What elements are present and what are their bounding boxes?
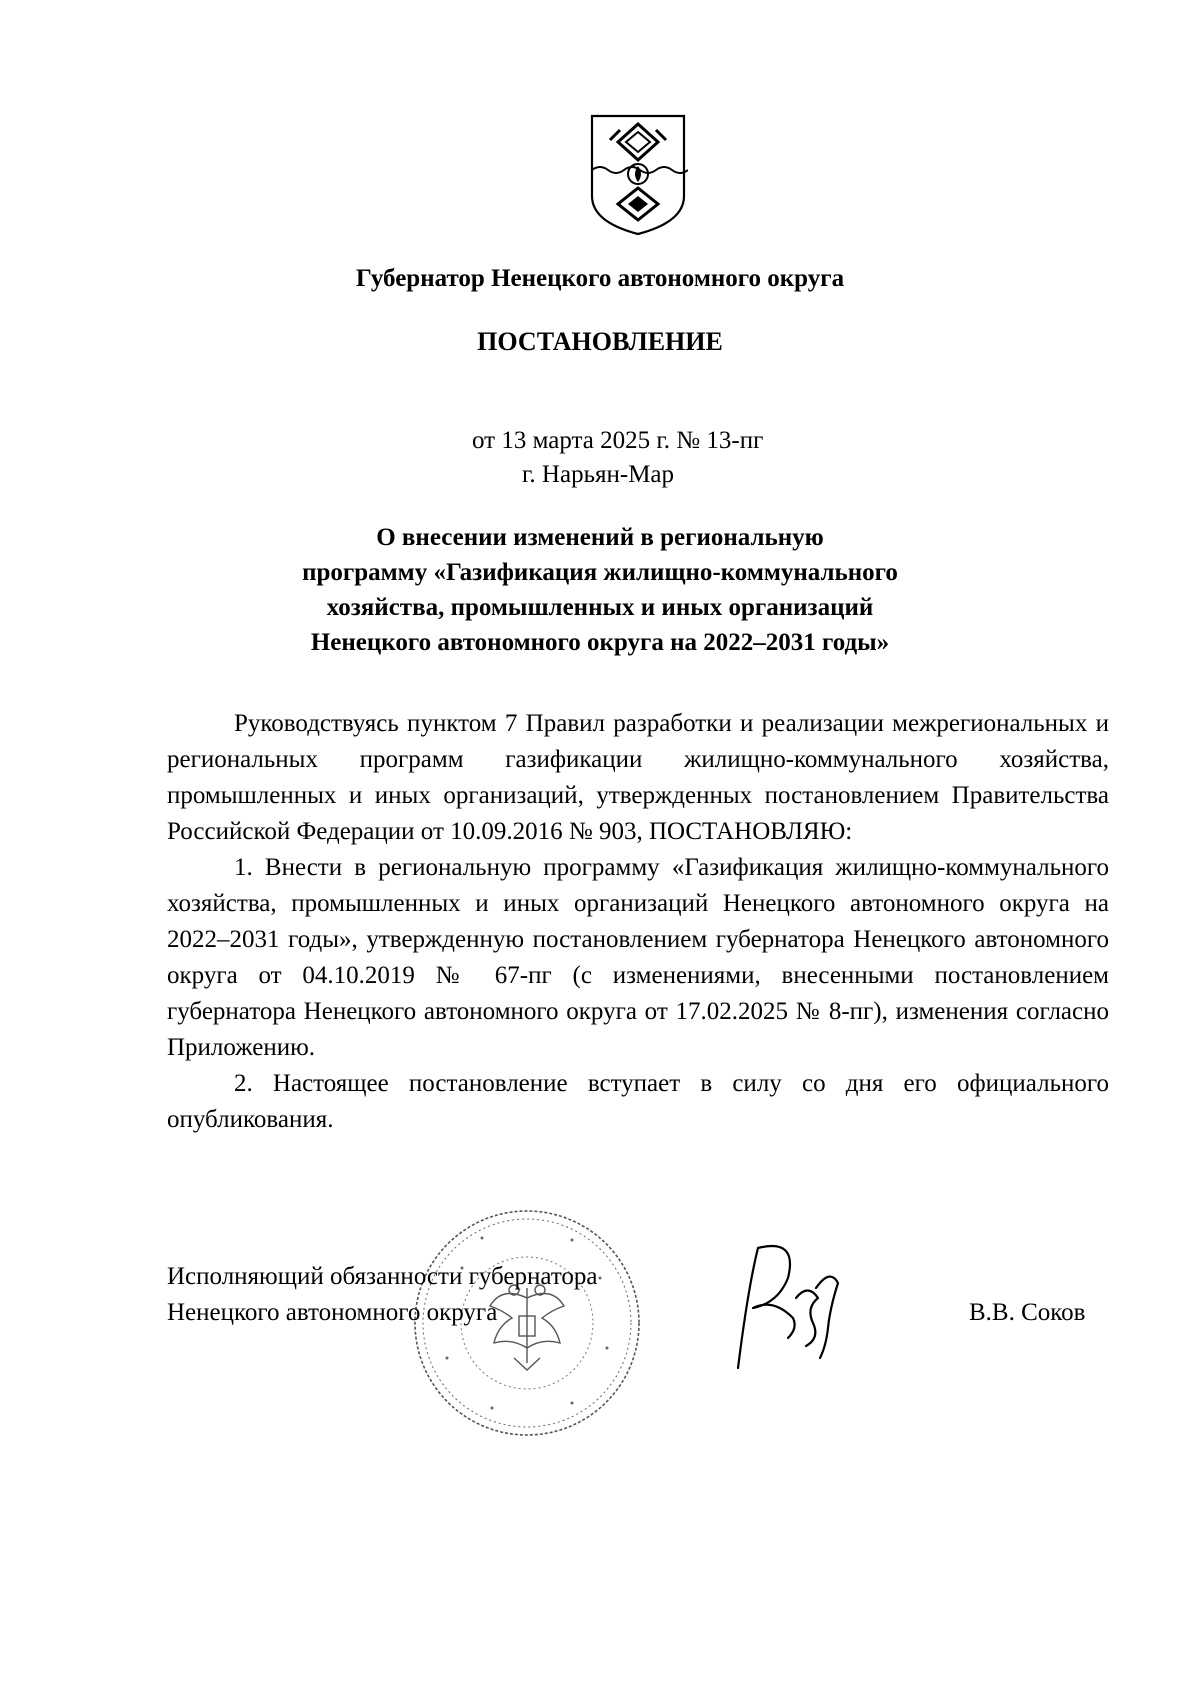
signer-position-line: Исполняющий обязанности губернатора <box>167 1263 598 1290</box>
item-2-paragraph: 2. Настоящее постановление вступает в силу со дня его официального опубликования. <box>167 1070 1109 1133</box>
issuing-authority: Губернатор Ненецкого автономного округа <box>355 265 845 292</box>
coat-of-arms-icon <box>588 112 688 238</box>
preamble-paragraph: Руководствуясь пунктом 7 Правил разработки и реализации межрегиональных и региональных программ газификации жилищно-коммунального хозяйства, промышленных и иных организаций, утвержденных постановлением Правительства Российской Федерации от 10.09.2016 № 903, ПОСТАНОВЛЯЮ: <box>167 710 1109 845</box>
handwritten-signature-icon <box>718 1228 848 1378</box>
document-title <box>200 520 1000 660</box>
signer-position <box>167 1259 598 1331</box>
document-body <box>167 706 1109 1138</box>
title-line: О внесении изменений в региональную <box>376 524 824 551</box>
title-line: Ненецкого автономного округа на 2022–2031 годы» <box>310 629 890 656</box>
document-city: г. Нарьян-Мар <box>522 461 675 488</box>
item-1-paragraph: 1. Внести в региональную программу «Газификация жилищно-коммунального хозяйства, промышленных и иных организаций Ненецкого автономного округа на 2022–2031 годы», утвержденную постановлением губернатора Ненецкого автономного округа от 04.10.2019 № 67-пг (с изменениями, внесенными постановлением губернатора Ненецкого автономного округа от 17.02.2025 № 8-пг), изменения согласно Приложению. <box>167 854 1109 1061</box>
document-date-number: от 13 марта 2025 г. № 13-пг <box>472 427 764 454</box>
signer-name: В.В. Соков <box>969 1299 1086 1326</box>
signer-position-line: Ненецкого автономного округа <box>167 1299 498 1326</box>
title-line: программу «Газификация жилищно-коммунального <box>302 559 898 586</box>
title-line: хозяйства, промышленных и иных организаций <box>326 594 874 621</box>
document-type: ПОСТАНОВЛЕНИЕ <box>477 327 723 356</box>
